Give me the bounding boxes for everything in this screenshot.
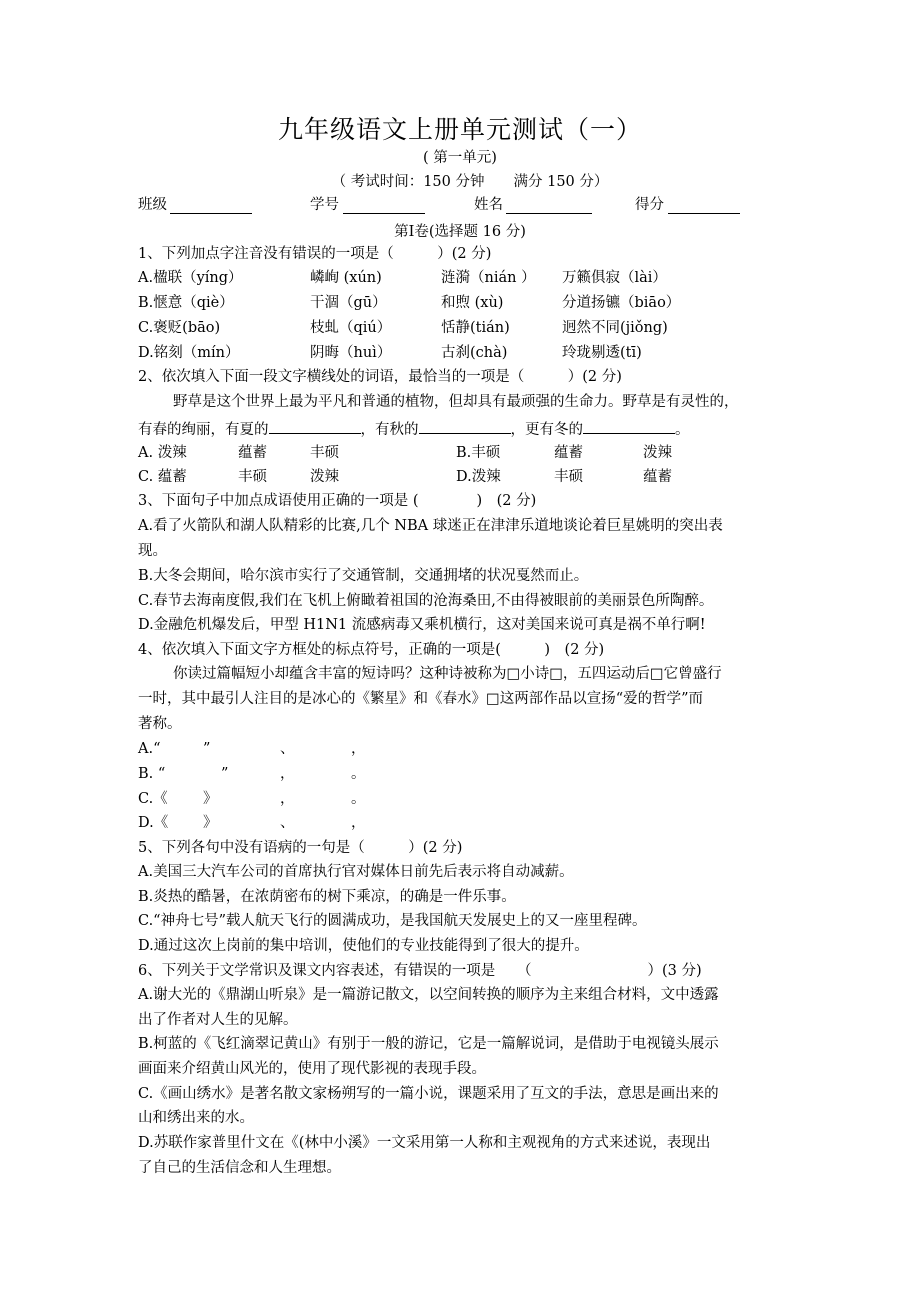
name-label: 姓名	[474, 197, 503, 213]
q3-stem: 3、下面句子中加点成语使用正确的一项是 ( ) (2 分)	[138, 493, 537, 509]
option-text: B.惬意（qiè）	[138, 295, 234, 311]
q6-option-b[interactable]: B.柯蓝的《飞红滴翠记黄山》有别于一般的游记，它是一篇解说词，是借助于电视镜头展示	[138, 1036, 719, 1052]
option-text: 蕴蓄	[554, 445, 583, 461]
section-heading: 第Ⅰ卷(选择题 16 分)	[394, 224, 526, 240]
option-text: 恬静(tián)	[441, 320, 510, 336]
q4-stem: 4、依次填入下面文字方框处的标点符号，正确的一项是( ) (2 分)	[138, 642, 605, 658]
option-text: 、	[280, 741, 295, 757]
option-text: A. 泼辣	[138, 445, 187, 461]
option-text: 嶙峋 (xún)	[310, 270, 382, 286]
option-text: 泼辣	[310, 469, 339, 485]
option-text: 阴晦（huì）	[310, 345, 392, 361]
option-text: 丰硕	[310, 445, 339, 461]
q4-passage-line3: 著称。	[138, 716, 182, 732]
option-text: 丰硕	[554, 469, 583, 485]
blank-3[interactable]	[583, 417, 675, 434]
option-text: ，	[351, 741, 366, 757]
q3-option-a-cont: 现。	[138, 543, 167, 559]
option-text: 丰硕	[238, 469, 267, 485]
option-text: 枝虬（qiú）	[310, 320, 392, 336]
option-text: 。	[351, 791, 366, 807]
option-text: B. “	[138, 766, 166, 782]
q6-option-a[interactable]: A.谢大光的《鼎湖山听泉》是一篇游记散文，以空间转换的顺序为主来组合材料，文中透露	[138, 987, 719, 1003]
option-text: 涟漪（nián ）	[441, 270, 536, 286]
passage-text: ，更有冬的	[510, 422, 583, 438]
q6-option-d-cont: 了自己的生活信念和人生理想。	[138, 1160, 341, 1176]
student-id-input[interactable]	[343, 197, 425, 214]
q5-option-d[interactable]: D.通过这次上岗前的集中培训，使他们的专业技能得到了很大的提升。	[138, 938, 589, 954]
option-text: 》	[203, 791, 218, 807]
q4-passage-line1: 你读过篇幅短小却蕴含丰富的短诗吗？这种诗被称为□小诗□，五四运动后□它曾盛行	[173, 666, 722, 682]
blank-2[interactable]	[419, 417, 511, 434]
q1-stem: 1、下列加点字注音没有错误的一项是（ ）(2 分)	[138, 246, 492, 262]
option-text: ，	[280, 766, 295, 782]
q5-option-a[interactable]: A.美国三大汽车公司的首席执行官对媒体日前先后表示将自动减薪。	[138, 864, 574, 880]
page-title: 九年级语文上册单元测试（一）	[277, 115, 642, 144]
option-text: 古刹(chà)	[441, 345, 508, 361]
option-text: C. 蕴蓄	[138, 469, 187, 485]
q6-option-c[interactable]: C.《画山绣水》是著名散文家杨朔写的一篇小说，课题采用了互文的手法，意思是画出来的	[138, 1086, 719, 1102]
option-text: C.《	[138, 791, 168, 807]
option-text: C.褒贬(bāo)	[138, 320, 221, 336]
student-id-label: 学号	[310, 197, 339, 213]
q2-passage-line1: 野草是这个世界上最为平凡和普通的植物，但却具有最顽强的生命力。野草是有灵性的，	[173, 394, 739, 410]
option-text: ，	[280, 791, 295, 807]
option-text: ，	[351, 815, 366, 831]
passage-text: 。	[675, 422, 690, 438]
option-text: 蕴蓄	[643, 469, 672, 485]
class-input[interactable]	[170, 197, 252, 214]
name-input[interactable]	[506, 197, 592, 214]
option-text: 玲珑剔透(tī)	[562, 345, 642, 361]
q6-stem: 6、下列关于文学常识及课文内容表述，有错误的一项是 （ ）(3 分)	[138, 963, 702, 979]
q6-option-b-cont: 画面来介绍黄山风光的，使用了现代影视的表现手段。	[138, 1061, 486, 1077]
q4-passage-line2: 一时，其中最引人注目的是冰心的《繁星》和《春水》□这两部作品以宣扬“爱的哲学”而	[138, 691, 704, 707]
unit-subtitle: ( 第一单元)	[423, 150, 497, 166]
q6-option-d[interactable]: D.苏联作家普里什文在《(林中小溪》一文采用第一人称和主观视角的方式来述说，表现出	[138, 1135, 711, 1151]
q5-option-b[interactable]: B.炎热的酷暑，在浓荫密布的树下乘凉，的确是一件乐事。	[138, 889, 516, 905]
q6-option-c-cont: 山和绣出来的水。	[138, 1110, 254, 1126]
option-text: ”	[203, 741, 211, 757]
option-text: 。	[351, 766, 366, 782]
exam-info: （ 考试时间：150 分钟 满分 150 分）	[331, 174, 609, 190]
q5-stem: 5、下列各句中没有语病的一句是（ ）(2 分)	[138, 840, 463, 856]
option-text: A.楹联（yíng）	[138, 270, 243, 286]
option-text: D.铭刻（mín）	[138, 345, 240, 361]
option-text: 、	[280, 815, 295, 831]
option-text: A.“	[138, 741, 161, 757]
option-text: 干涸（gū）	[310, 295, 387, 311]
q3-option-d[interactable]: D.金融危机爆发后，甲型 H1N1 流感病毒又乘机横行，这对美国来说可真是祸不单行啊!	[138, 617, 706, 633]
passage-text: 有春的绚丽，有夏的	[138, 422, 269, 438]
q6-option-a-cont: 出了作者对人生的见解。	[138, 1012, 298, 1028]
option-text: 万籁俱寂（lài）	[562, 270, 667, 286]
option-text: D.泼辣	[456, 469, 501, 485]
option-text: 和煦 (xù)	[441, 295, 504, 311]
q2-stem: 2、依次填入下面一段文字横线处的词语，最恰当的一项是（ ）(2 分)	[138, 369, 622, 385]
option-text: D.《	[138, 815, 169, 831]
option-text: 》	[203, 815, 218, 831]
option-text: B.丰硕	[456, 445, 501, 461]
option-text: 泼辣	[643, 445, 672, 461]
q5-option-c[interactable]: C.“神舟七号”载人航天飞行的圆满成功，是我国航天发展史上的又一座里程碑。	[138, 913, 647, 929]
class-label: 班级	[138, 197, 167, 213]
option-text: 分道扬镳（biāo）	[562, 295, 681, 311]
option-text: 蕴蓄	[238, 445, 267, 461]
blank-1[interactable]	[269, 417, 361, 434]
score-label: 得分	[635, 197, 664, 213]
q3-option-c[interactable]: C.春节去海南度假,我们在飞机上俯瞰着祖国的沧海桑田,不由得被眼前的美丽景色所陶醉。	[138, 593, 714, 609]
option-text: ”	[221, 766, 229, 782]
q3-option-a[interactable]: A.看了火箭队和湖人队精彩的比赛,几个 NBA 球迷正在津津乐道地谈论着巨星姚明的突出表	[138, 518, 723, 534]
passage-text: ，有秋的	[360, 422, 419, 438]
score-input[interactable]	[668, 197, 740, 214]
option-text: 迥然不同(jiǒng)	[562, 320, 668, 336]
q3-option-b[interactable]: B.大冬会期间，哈尔滨市实行了交通管制，交通拥堵的状况戛然而止。	[138, 568, 589, 584]
q2-passage-line2	[138, 417, 798, 440]
